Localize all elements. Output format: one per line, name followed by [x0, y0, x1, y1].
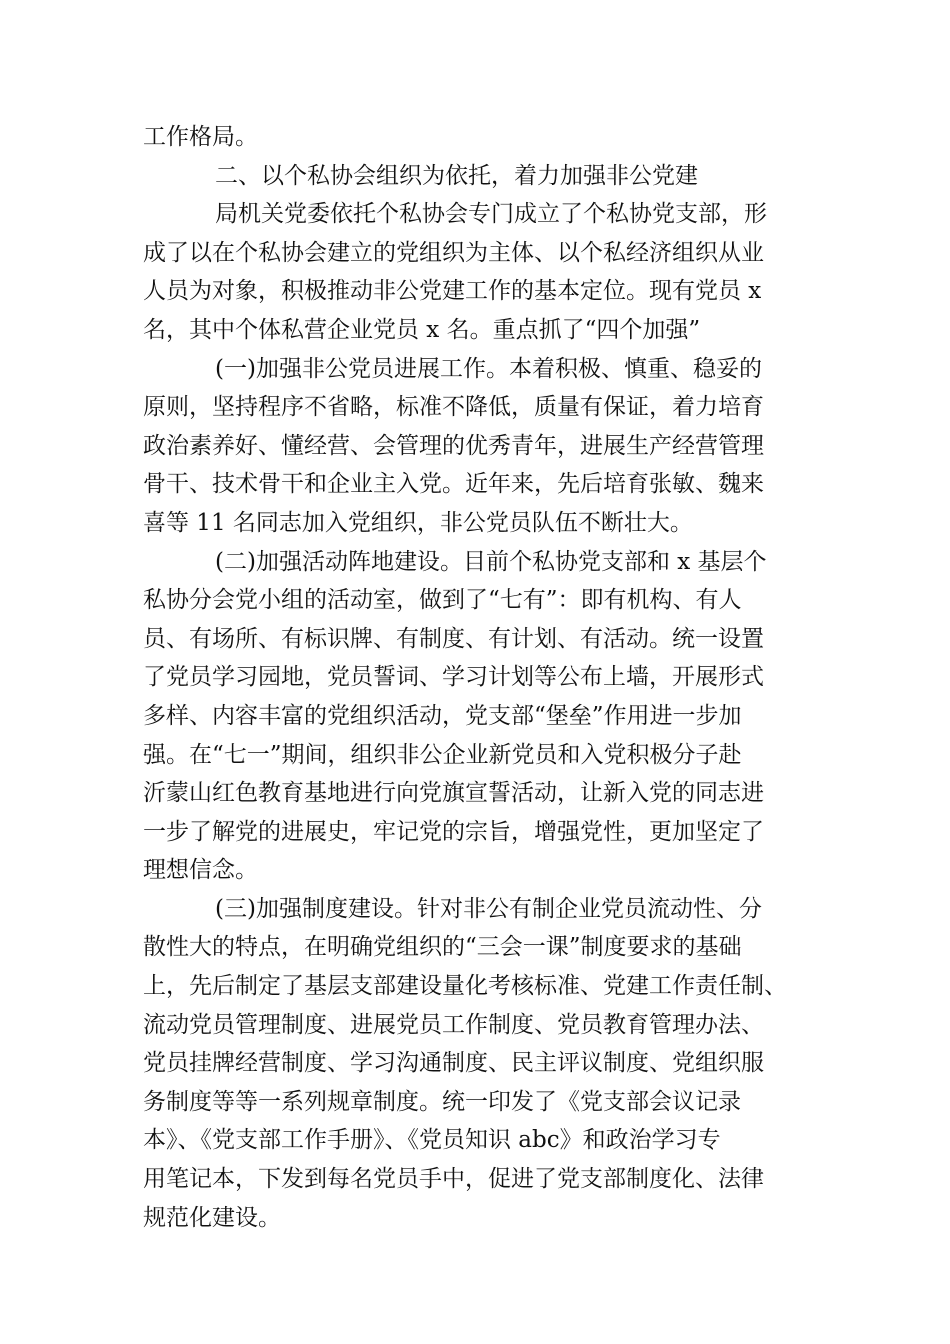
- text-line: 政治素养好、懂经营、会管理的优秀青年，进展生产经营管理: [143, 432, 764, 459]
- text-line: 散性大的特点，在明确党组织的“三会一课”制度要求的基础: [143, 934, 742, 961]
- text-line: 人员为对象，积极推动非公党建工作的基本定位。现有党员 x: [143, 278, 762, 305]
- paragraph-start-line: 二、以个私协会组织为依托，着力加强非公党建: [215, 162, 698, 189]
- text-line: 用笔记本，下发到每名党员手中，促进了党支部制度化、法律: [143, 1166, 764, 1193]
- text-line: 了党员学习园地，党员誓词、学习计划等公布上墙，开展形式: [143, 664, 764, 691]
- paragraph-start-line: (三)加强制度建设。针对非公有制企业党员流动性、分: [215, 895, 762, 922]
- text-line: 理想信念。: [143, 857, 258, 884]
- text-line: 多样、内容丰富的党组织活动，党支部“堡垒”作用进一步加: [143, 702, 742, 729]
- paragraph-start-line: 局机关党委依托个私协会专门成立了个私协党支部，形: [215, 201, 767, 228]
- text-line: 上，先后制定了基层支部建设量化考核标准、党建工作责任制、: [143, 973, 787, 1000]
- paragraph-start-line: (一)加强非公党员进展工作。本着积极、慎重、稳妥的: [215, 355, 762, 382]
- text-line: 骨干、技术骨干和企业主入党。近年来，先后培育张敏、魏来: [143, 471, 764, 498]
- text-line: 原则，坚持程序不省略，标准不降低，质量有保证，着力培育: [143, 394, 764, 421]
- text-line: 务制度等等一系列规章制度。统一印发了《党支部会议记录: [143, 1088, 741, 1115]
- text-line: 成了以在个私协会建立的党组织为主体、以个私经济组织从业: [143, 239, 764, 266]
- text-line: 工作格局。: [143, 124, 258, 150]
- text-line: 一步了解党的进展史，牢记党的宗旨，增强党性，更加坚定了: [143, 818, 764, 845]
- text-line: 流动党员管理制度、进展党员工作制度、党员教育管理办法、: [143, 1011, 764, 1038]
- paragraph-start-line: (二)加强活动阵地建设。目前个私协党支部和 x 基层个: [215, 548, 767, 575]
- text-line: 员、有场所、有标识牌、有制度、有计划、有活动。统一设置: [143, 625, 764, 652]
- text-line: 喜等 11 名同志加入党组织，非公党员队伍不断壮大。: [143, 509, 693, 536]
- text-line: 名，其中个体私营企业党员 x 名。重点抓了“四个加强”: [143, 316, 701, 343]
- text-line: 本》、《党支部工作手册》、《党员知识 abc》和政治学习专: [143, 1127, 721, 1154]
- text-line: 规范化建设。: [143, 1204, 281, 1231]
- text-line: 强。在“七一”期间，组织非公企业新党员和入党积极分子赴: [143, 741, 742, 768]
- text-line: 党员挂牌经营制度、学习沟通制度、民主评议制度、党组织服: [143, 1050, 764, 1077]
- text-line: 私协分会党小组的活动室，做到了“七有”：即有机构、有人: [143, 587, 742, 614]
- text-line: 沂蒙山红色教育基地进行向党旗宣誓活动，让新入党的同志进: [143, 780, 764, 807]
- document-body: [143, 118, 811, 1237]
